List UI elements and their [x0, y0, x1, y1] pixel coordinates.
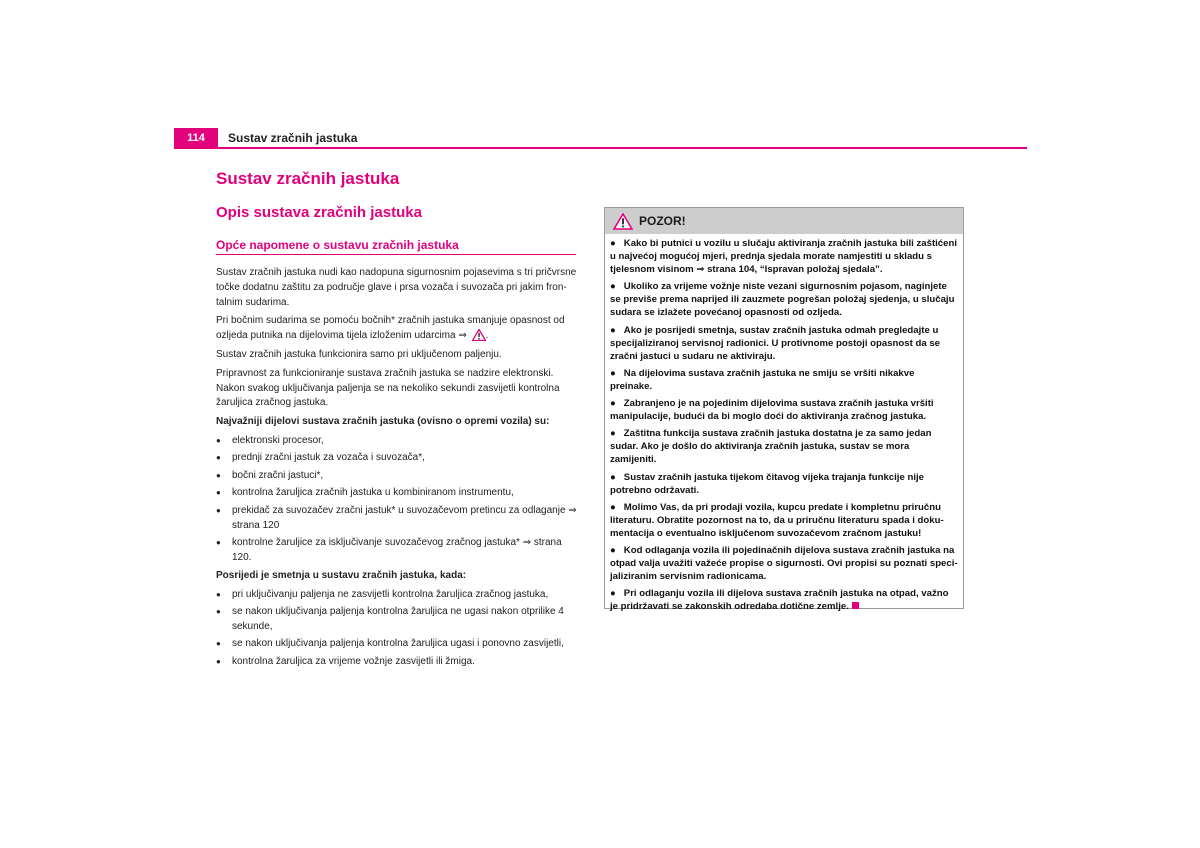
list-item: ● prekidač za suvozačev zračni jastuk* u suvozačevom pretincu za odlaganje ⇒ strana 120	[216, 504, 578, 534]
warning-item: ● Ukoliko za vrijeme vožnje niste vezani sigurnosnim pojasom, naginjete se previše prema naprijed ili zauzmete pogrešan položaj sjedenja, u slučaju sudara se izlažete povećanoj opasnosti od ozljeda.	[610, 281, 955, 319]
warning-item: ● Pri odlaganju vozila ili dijelova sustava zračnih jastuka na otpad, važno je pridržavati se zakonskih odredaba dotične zemlje.	[610, 588, 949, 613]
warning-item-text: Ako je posrijedi smetnja, sustav zračnih jastuka odmah pregledajte u specijaliziranoj servisnoj radionici. U protivnome postoji opasnost da se zračni jastuci u sudaru ne aktiviraju.	[610, 324, 940, 362]
warning-item-text: Ukoliko za vrijeme vožnje niste vezani sigurnosnim pojasom, naginjete se previše prema naprijed ili zauzmete pogrešan položaj sjedenja, u slučaju sudara se izlažete povećanoj opasnosti od ozljeda.	[610, 281, 955, 319]
paragraph-readiness: Pripravnost za funkcioniranje sustava zračnih jastuka se nadzire elektronski. Nakon svakog uključivanja paljenja se na nekoliko sekundi zasvijetli kontrolna žaruljica zračnog jastuka.	[216, 367, 560, 409]
paragraph-side-impact-text: Pri bočnim sudarima se pomoću bočnih* zračnih jastuka smanjuje opasnost od ozljeda putnika na dijelovima tijela izloženim udarcima ⇒	[216, 315, 565, 342]
end-of-section-mark	[852, 602, 859, 609]
paragraph-intro: Sustav zračnih jastuka nudi kao nadopuna sigurnosnim pojasevima s tri pričvrsne točke dodatnu zaštitu za područje glave i prsa vozača i suvozača pri jakim fron-talnim sudarima.	[216, 267, 577, 308]
warning-item: ● Zabranjeno je na pojedinim dijelovima sustava zračnih jastuka vršiti manipulacije, budući da bi moglo doći do aktiviranja zračnog jastuka.	[610, 398, 934, 423]
list-item: ● se nakon uključivanja paljenja kontrolna žaruljica ugasi i ponovno zasvijetli,	[216, 637, 578, 652]
left-column	[216, 266, 578, 672]
warning-header	[605, 208, 963, 234]
warning-item-text: Kako bi putnici u vozilu u slučaju aktiviranja zračnih jastuka bili zaštićeni u najvećoj mogućoj mjeri, prednja sjedala morate namjestiti u skladu s tjelesnom visinom ⇒ strana 104, “Ispravan položaj sjedala”.	[610, 238, 958, 276]
paragraph-ignition: Sustav zračnih jastuka funkcionira samo pri uključenom paljenju.	[216, 348, 502, 360]
warning-icon	[472, 329, 486, 341]
parts-heading: Najvažniji dijelovi sustava zračnih jastuka (ovisno o opremi vozila) su:	[216, 416, 550, 428]
warning-item-text: Pri odlaganju vozila ili dijelova sustava zračnih jastuka na otpad, važno je pridržavati se zakonskih odredaba dotične zemlje.	[610, 588, 949, 613]
subsection-rule	[216, 254, 576, 255]
paragraph-side-impact-end: .	[485, 330, 489, 342]
page-number: 114	[174, 128, 218, 148]
warning-item: ● Kako bi putnici u vozilu u slučaju aktiviranja zračnih jastuka bili zaštićeni u najvećoj mogućoj mjeri, prednja sjedala morate namjestiti u skladu s tjelesnom visinom ⇒ strana 104, “Ispravan položaj sjedala”.	[610, 238, 958, 276]
warning-item: ● Molimo Vas, da pri prodaji vozila, kupcu predate i kompletnu priručnu literaturu. Obratite pozornost na to, da u priručnu literaturu spada i doku-mentacija o eventualno isključenom suvozačevom zračnom jastuku!	[610, 501, 944, 539]
list-item: ● prednji zračni jastuk za vozača i suvozača*,	[216, 451, 578, 466]
subsection-title: Opće napomene o sustavu zračnih jastuka	[216, 238, 459, 252]
warning-item-text: Kod odlaganja vozila ili pojedinačnih dijelova sustava zračnih jastuka na otpad valja uvažiti važeće propise o sigurnosti. Ovi propisi su poznati speci-jaliziranim servisnim radionicama.	[610, 544, 958, 583]
warning-item-text: Molimo Vas, da pri prodaji vozila, kupcu predate i kompletnu priručnu literaturu. Obratite pozornost na to, da u priručnu literaturu spada i doku-mentacija o eventualno isključenom suvozačevom zračnom jastuku!	[610, 501, 944, 539]
list-item: ● kontrolne žaruljice za isključivanje suvozačevog zračnog jastuka* ⇒ strana 120.	[216, 536, 578, 566]
chapter-title: Sustav zračnih jastuka	[216, 169, 400, 188]
list-item: ● bočni zračni jastuci*,	[216, 469, 578, 484]
warning-item: ● Ako je posrijedi smetnja, sustav zračnih jastuka odmah pregledajte u specijaliziranoj servisnoj radionici. U protivnome postoji opasnost da se zračni jastuci u sudaru ne aktiviraju.	[610, 324, 940, 362]
running-header-title: Sustav zračnih jastuka	[228, 131, 358, 145]
paragraph-side-impact	[216, 314, 578, 344]
warning-item-text: Sustav zračnih jastuka tijekom čitavog vijeka trajanja funkcije nije potrebno održavati.	[610, 471, 924, 496]
list-item: ● kontrolna žaruljica zračnih jastuka u kombiniranom instrumentu,	[216, 486, 578, 501]
header-rule	[174, 147, 1027, 149]
list-item: ● kontrolna žaruljica za vrijeme vožnje zasvijetli ili žmiga.	[216, 655, 578, 670]
section-title: Opis sustava zračnih jastuka	[216, 204, 422, 221]
warning-item-text: Zabranjeno je na pojedinim dijelovima sustava zračnih jastuka vršiti manipulacije, budući da bi moglo doći do aktiviranja zračnog jastuka.	[610, 398, 934, 423]
warning-box	[604, 207, 964, 613]
warning-item: ● Sustav zračnih jastuka tijekom čitavog vijeka trajanja funkcije nije potrebno održavati.	[610, 471, 924, 496]
warning-item: ● Na dijelovima sustava zračnih jastuka ne smiju se vršiti nikakve preinake.	[610, 367, 915, 392]
warning-triangle-icon	[613, 213, 633, 230]
list-item: ● elektronski procesor,	[216, 434, 578, 449]
list-item: ● pri uključivanju paljenja ne zasvijetli kontrolna žaruljica zračnog jastuka,	[216, 588, 578, 603]
warning-body	[605, 234, 963, 613]
warning-item: ● Zaštitna funkcija sustava zračnih jastuka dostatna je za samo jedan sudar. Ako je došlo do aktiviranja zračnih jastuka, sustav se mora zamijeniti.	[610, 428, 932, 466]
fault-heading: Posrijedi je smetnja u sustavu zračnih jastuka, kada:	[216, 569, 467, 581]
warning-item-text: Na dijelovima sustava zračnih jastuka ne smiju se vršiti nikakve preinake.	[610, 367, 915, 392]
list-item: ● se nakon uključivanja paljenja kontrolna žaruljica ne ugasi nakon otprilike 4 sekunde,	[216, 605, 578, 635]
warning-item-text: Zaštitna funkcija sustava zračnih jastuka dostatna je za samo jedan sudar. Ako je došlo do aktiviranja zračnih jastuka, sustav se mora zamijeniti.	[610, 428, 932, 466]
warning-title: POZOR!	[639, 214, 686, 228]
warning-item: ● Kod odlaganja vozila ili pojedinačnih dijelova sustava zračnih jastuka na otpad valja uvažiti važeće propise o sigurnosti. Ovi propisi su poznati speci-jaliziranim servisnim radionicama.	[610, 544, 958, 583]
